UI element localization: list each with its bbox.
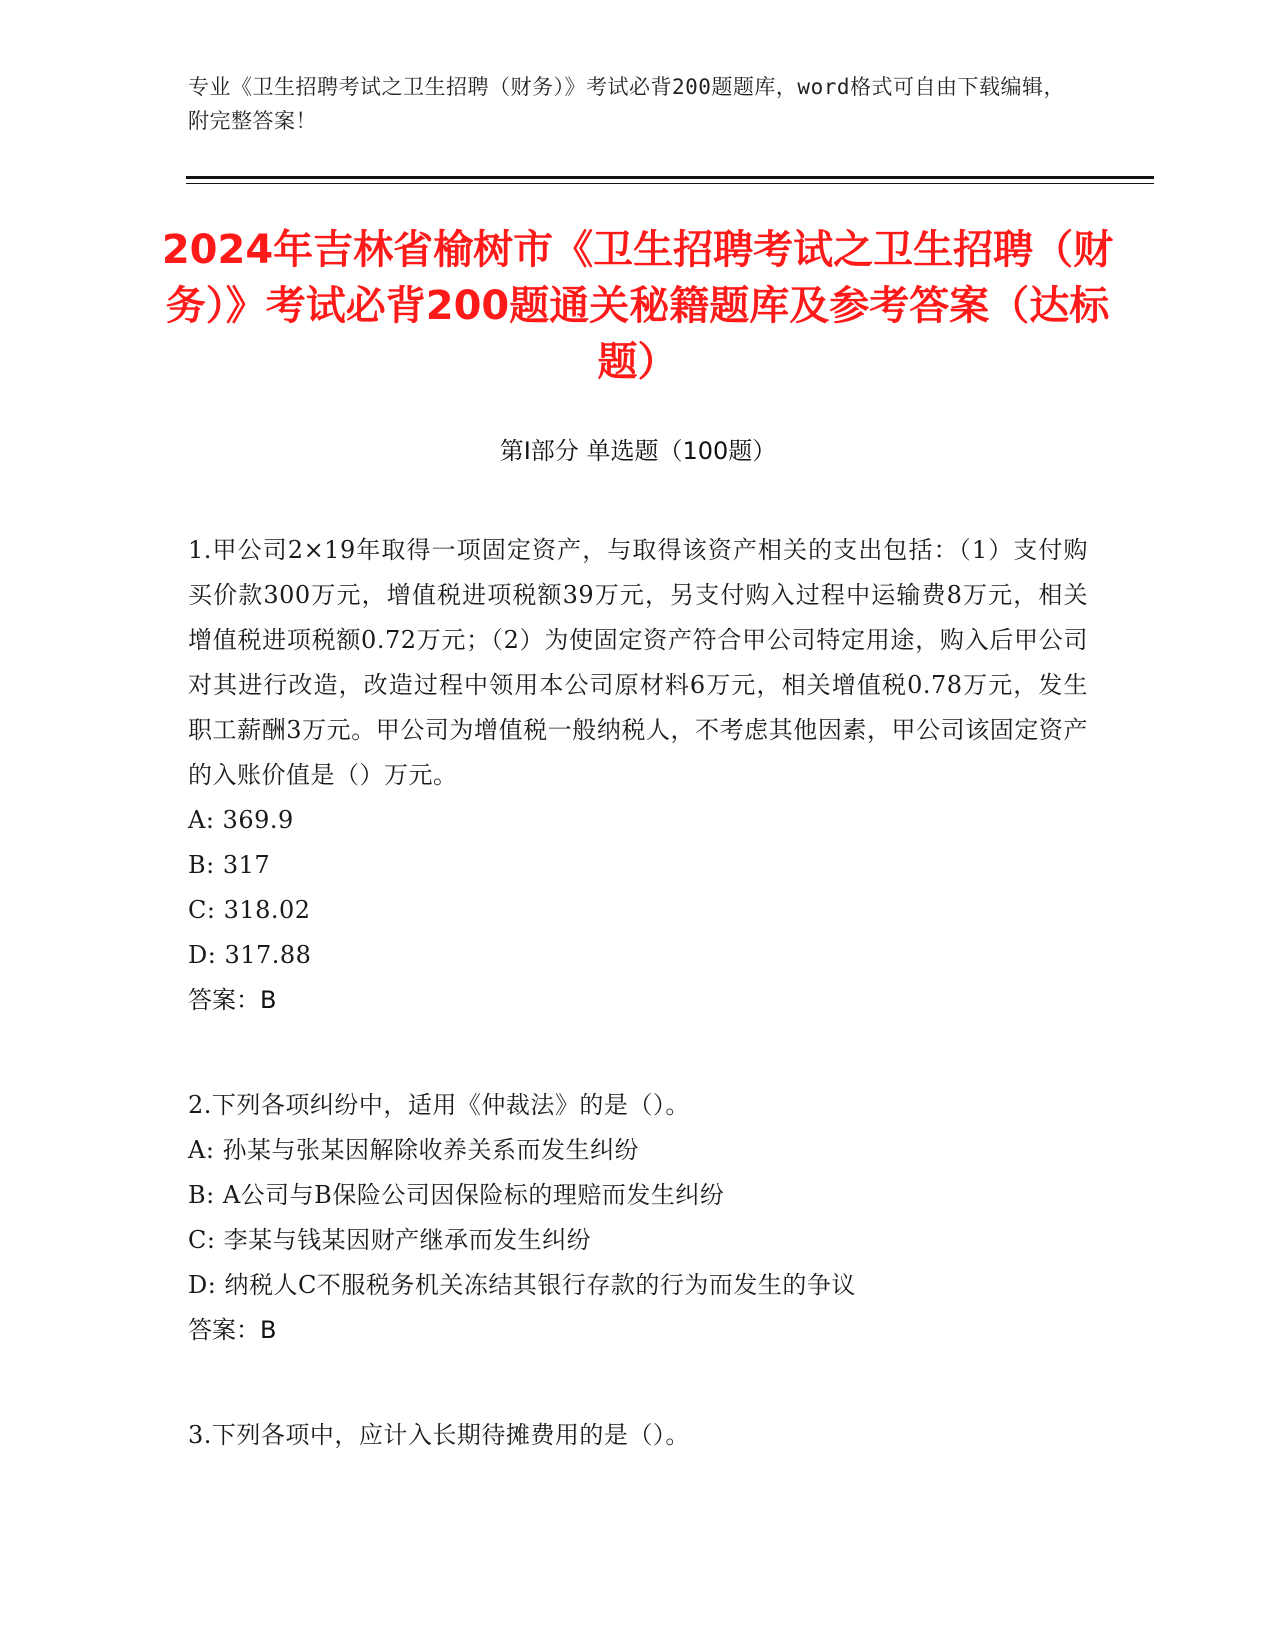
answer-line: 答案：B	[188, 986, 277, 1014]
question-1	[188, 528, 1088, 1023]
question-2	[188, 1083, 1088, 1353]
option-d: D: 317.88	[188, 941, 312, 969]
question-3	[188, 1413, 1088, 1458]
question-list	[188, 528, 1088, 1518]
option-c: C: 318.02	[188, 896, 311, 924]
option-b: B: A公司与B保险公司因保险标的理赔而发生纠纷	[188, 1181, 725, 1209]
option-b: B: 317	[188, 851, 271, 879]
header-note: 专业《卫生招聘考试之卫生招聘（财务）》考试必背200题题库，word格式可自由下载编辑，附完整答案！	[188, 75, 1065, 133]
header-rule-thick	[186, 176, 1154, 179]
option-a: A: 369.9	[188, 806, 294, 834]
answer-line: 答案：B	[188, 1316, 277, 1344]
question-stem: 1.甲公司2×19年取得一项固定资产，与取得该资产相关的支出包括：（1）支付购买价款300万元，增值税进项税额39万元，另支付购入过程中运输费8万元，相关增值税进项税额0.72万元；（2）为使固定资产符合甲公司特定用途，购入后甲公司对其进行改造，改造过程中领用本公司原材料6万元，相关增值税0.78万元，发生职工薪酬3万元。甲公司为增值税一般纳税人，不考虑其他因素，甲公司该固定资产的入账价值是（）万元。	[188, 536, 1088, 789]
option-a: A: 孙某与张某因解除收养关系而发生纠纷	[188, 1136, 640, 1164]
question-stem: 3.下列各项中，应计入长期待摊费用的是（）。	[188, 1421, 690, 1449]
option-d: D: 纳税人C不服税务机关冻结其银行存款的行为而发生的争议	[188, 1271, 856, 1299]
option-c: C: 李某与钱某因财产继承而发生纠纷	[188, 1226, 592, 1254]
section-title: 第I部分 单选题（100题）	[499, 437, 777, 465]
header-rule-thin	[186, 183, 1154, 184]
document-title: 2024年吉林省榆树市《卫生招聘考试之卫生招聘（财务）》考试必背200题通关秘籍题库及参考答案（达标题）	[161, 227, 1114, 385]
question-stem: 2.下列各项纠纷中，适用《仲裁法》的是（）。	[188, 1091, 690, 1119]
